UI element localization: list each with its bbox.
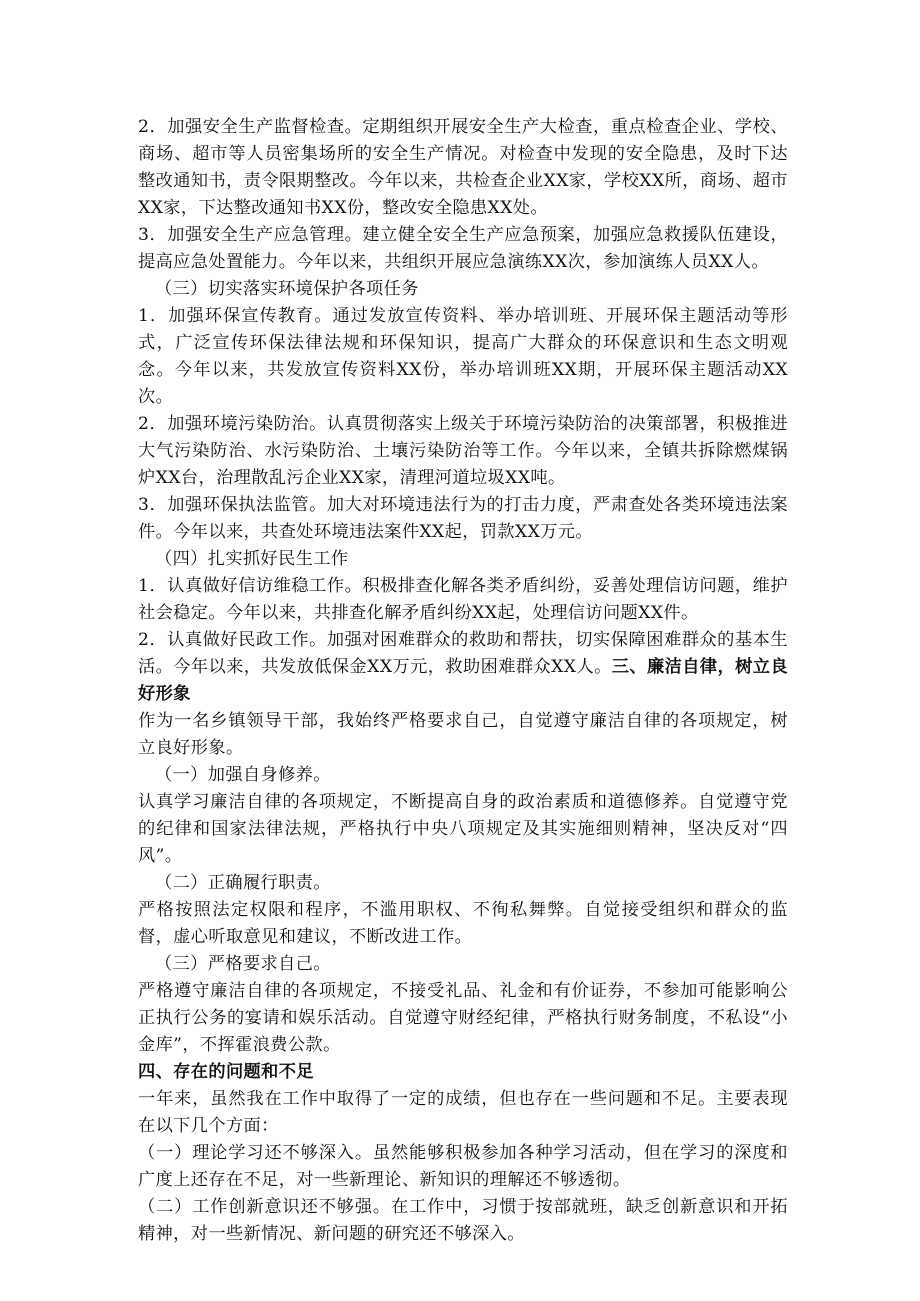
paragraph-integrity-intro: 作为一名乡镇领导干部，我始终严格要求自己，自觉遵守廉洁自律的各项规定，树立良好形象。 [138, 711, 788, 758]
paragraph-theory-study: （一）理论学习还不够深入。虽然能够积极参加各种学习活动，但在学习的深度和广度上还存在不足，对一些新理论、新知识的理解还不够透彻。 [138, 1143, 788, 1190]
paragraph-duty: 严格按照法定权限和程序，不滥用职权、不徇私舞弊。自觉接受组织和群众的监督，虚心听取意见和建议，不断改进工作。 [138, 900, 788, 947]
paragraph-env-enforcement: 3．加强环保执法监管。加大对环境违法行为的打击力度，严肃查处各类环境违法案件。今年以来，共查处环境违法案件XX起，罚款XX万元。 [138, 495, 788, 542]
subheading-environmental-protection: （三）切实落实环境保护各项任务 [155, 279, 419, 299]
paragraph-problems-intro: 一年来，虽然我在工作中取得了一定的成绩，但也存在一些问题和不足。主要表现在以下几个方面： [138, 1089, 788, 1136]
civil-affairs-text: 2．认真做好民政工作。加强对困难群众的救助和帮扶，切实保障困难群众的基本生活。今年以来，共发放低保金XX万元，救助困难群众XX人。 [138, 630, 788, 677]
paragraph-civil-affairs [138, 627, 788, 708]
paragraph-innovation: （二）工作创新意识还不够强。在工作中，习惯于按部就班，缺乏创新意识和开拓精神，对一些新情况、新问题的研究还不够深入。 [138, 1197, 788, 1244]
paragraph-self-discipline: 严格遵守廉洁自律的各项规定，不接受礼品、礼金和有价证券，不参加可能影响公正执行公务的宴请和娱乐活动。自觉遵守财经纪律，严格执行财务制度，不私设“小金库”，不挥霍浪费公款。 [138, 981, 788, 1055]
section-heading-problems: 四、存在的问题和不足 [138, 1062, 314, 1082]
paragraph-safety-inspection: 2．加强安全生产监督检查。定期组织开展安全生产大检查，重点检查企业、学校、商场、超市等人员密集场所的安全生产情况。对检查中发现的安全隐患，及时下达整改通知书，责令限期整改。今年以来，共检查企业XX家，学校XX所，商场、超市XX家，下达整改通知书XX份，整改安全隐患XX处。 [138, 117, 788, 218]
paragraph-self-cultivation: 认真学习廉洁自律的各项规定，不断提高自身的政治素质和道德修养。自觉遵守党的纪律和国家法律法规，严格执行中央八项规定及其实施细则精神，坚决反对“四风”。 [138, 792, 788, 866]
paragraph-emergency-management: 3．加强安全生产应急管理。建立健全安全生产应急预案，加强应急救援队伍建设，提高应急处置能力。今年以来，共组织开展应急演练XX次，参加演练人员XX人。 [138, 225, 788, 272]
subheading-duty: （二）正确履行职责。 [155, 873, 331, 893]
subheading-self-cultivation: （一）加强自身修养。 [155, 765, 331, 785]
document-page [138, 114, 788, 1248]
subheading-self-discipline: （三）严格要求自己。 [155, 954, 331, 974]
paragraph-petition-stability: 1．认真做好信访维稳工作。积极排查化解各类矛盾纠纷，妥善处理信访问题，维护社会稳定。今年以来，共排查化解矛盾纠纷XX起，处理信访问题XX件。 [138, 576, 788, 623]
paragraph-pollution-control: 2．加强环境污染防治。认真贯彻落实上级关于环境污染防治的决策部署，积极推进大气污染防治、水污染防治、土壤污染防治等工作。今年以来，全镇共拆除燃煤锅炉XX台，治理散乱污企业XX家，清理河道垃圾XX吨。 [138, 414, 788, 488]
paragraph-env-publicity: 1．加强环保宣传教育。通过发放宣传资料、举办培训班、开展环保主题活动等形式，广泛宣传环保法律法规和环保知识，提高广大群众的环保意识和生态文明观念。今年以来，共发放宣传资料XX份，举办培训班XX期，开展环保主题活动XX次。 [138, 306, 788, 407]
subheading-livelihood: （四）扎实抓好民生工作 [155, 549, 349, 569]
section-heading-integrity: 三、廉洁自律，树立良好形象 [138, 657, 788, 704]
